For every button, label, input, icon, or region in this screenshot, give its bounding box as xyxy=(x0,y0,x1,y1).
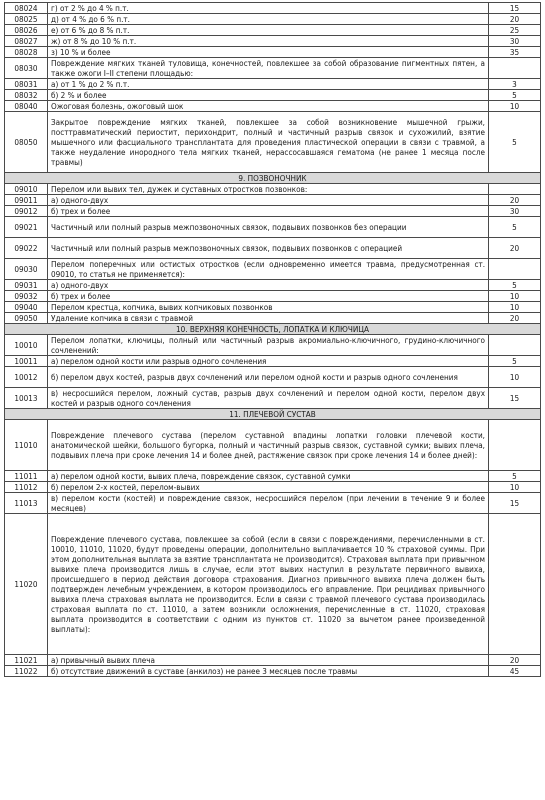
payout-percent: 10 xyxy=(489,101,541,112)
section-title: 10. ВЕРХНЯЯ КОНЕЧНОСТЬ, ЛОПАТКА И КЛЮЧИЦА xyxy=(5,324,541,335)
payout-percent: 20 xyxy=(489,313,541,324)
table-row xyxy=(5,280,541,291)
section-header xyxy=(5,173,541,184)
article-code: 11013 xyxy=(5,493,48,514)
payout-percent: 20 xyxy=(489,238,541,259)
insurance-table-page xyxy=(4,2,541,677)
payout-percent: 15 xyxy=(489,3,541,14)
payout-table-body xyxy=(5,3,541,677)
table-row xyxy=(5,493,541,514)
article-code: 08028 xyxy=(5,47,48,58)
table-row xyxy=(5,206,541,217)
article-code: 09040 xyxy=(5,302,48,313)
table-row xyxy=(5,367,541,388)
payout-percent: 25 xyxy=(489,25,541,36)
payout-percent: 30 xyxy=(489,206,541,217)
article-code: 08031 xyxy=(5,79,48,90)
article-code: 11021 xyxy=(5,655,48,666)
article-code: 10011 xyxy=(5,356,48,367)
table-row xyxy=(5,514,541,655)
table-row xyxy=(5,112,541,173)
article-code: 11012 xyxy=(5,482,48,493)
article-text: д) от 4 % до 6 % п.т. xyxy=(48,14,489,25)
table-row xyxy=(5,184,541,195)
article-text: б) трех и более xyxy=(48,291,489,302)
article-code: 08032 xyxy=(5,90,48,101)
article-code: 09021 xyxy=(5,217,48,238)
article-code: 09032 xyxy=(5,291,48,302)
article-text: а) одного-двух xyxy=(48,195,489,206)
article-text: б) перелом 2-х костей, перелом-вывих xyxy=(48,482,489,493)
article-text: а) перелом одной кости, вывих плеча, повреждение связок, суставной сумки xyxy=(48,471,489,482)
table-row xyxy=(5,666,541,677)
article-text: а) одного-двух xyxy=(48,280,489,291)
article-code: 09030 xyxy=(5,259,48,280)
article-text: Частичный или полный разрыв межпозвоночных связок, подвывих позвонков с операцией xyxy=(48,238,489,259)
table-row xyxy=(5,3,541,14)
table-row xyxy=(5,482,541,493)
table-row xyxy=(5,356,541,367)
section-header xyxy=(5,409,541,420)
table-row xyxy=(5,25,541,36)
article-text: Повреждение мягких тканей туловища, конечностей, повлекшее за собой образование пигментных пятен, а также ожоги I–II степени площадью: xyxy=(48,58,489,79)
table-row xyxy=(5,90,541,101)
table-row xyxy=(5,79,541,90)
article-code: 08027 xyxy=(5,36,48,47)
article-text: г) от 2 % до 4 % п.т. xyxy=(48,3,489,14)
article-code: 10013 xyxy=(5,388,48,409)
article-text: Перелом крестца, копчика, вывих копчиковых позвонков xyxy=(48,302,489,313)
table-row xyxy=(5,420,541,471)
article-text: Перелом поперечных или остистых отростков (если одновременно имеется травма, предусмотренная ст. 09010, то статья не применяется): xyxy=(48,259,489,280)
article-code: 11020 xyxy=(5,514,48,655)
table-row xyxy=(5,655,541,666)
payout-percent: 10 xyxy=(489,302,541,313)
article-code: 09031 xyxy=(5,280,48,291)
article-code: 11011 xyxy=(5,471,48,482)
table-row xyxy=(5,58,541,79)
payout-percent: 5 xyxy=(489,112,541,173)
payout-percent: 20 xyxy=(489,195,541,206)
payout-percent xyxy=(489,335,541,356)
article-code: 11022 xyxy=(5,666,48,677)
article-text: Повреждение плечевого сустава, повлекшее за собой (если в связи с повреждениями, перечисленными в ст. 10010, 11010, 11020, будут проведены операции, дополнительно выплачивается 10 % страховой суммы. При этом дополнительная выплата за взятие трансплантата не производится). Страховая выплата при привычном вывихе плеча производится лишь в случае, если этот вывих наступил в результате первичного вывиха, происшедшего в период действия договора страхования. Диагноз привычного вывиха плеча должен быть подтвержден лечебным учреждением, в котором производилось его вправление. При рецидивах привычного вывиха плеча страховая выплата не производится. Если в связи с травмой плечевого сустава производилась страховая выплата по ст. 11010, а затем возникли осложнения, перечисленные в ст. 11020, страховая выплата производится в соответствии с одним из пунктов ст. 11020 за вычетом ранее произведенной выплаты): xyxy=(48,514,489,655)
section-title: 11. ПЛЕЧЕВОЙ СУСТАВ xyxy=(5,409,541,420)
payout-percent xyxy=(489,58,541,79)
article-text: е) от 6 % до 8 % п.т. xyxy=(48,25,489,36)
article-code: 08040 xyxy=(5,101,48,112)
article-code: 10012 xyxy=(5,367,48,388)
table-row xyxy=(5,14,541,25)
article-text: Перелом лопатки, ключицы, полный или частичный разрыв акромиально-ключичного, грудино-ключичного сочленений: xyxy=(48,335,489,356)
article-text: б) отсутствие движений в суставе (анкилоз) не ранее 3 месяцев после травмы xyxy=(48,666,489,677)
section-title: 9. ПОЗВОНОЧНИК xyxy=(5,173,541,184)
table-row xyxy=(5,217,541,238)
article-code: 08025 xyxy=(5,14,48,25)
article-code: 11010 xyxy=(5,420,48,471)
payout-percent: 45 xyxy=(489,666,541,677)
payout-percent: 10 xyxy=(489,367,541,388)
article-code: 09010 xyxy=(5,184,48,195)
article-code: 09050 xyxy=(5,313,48,324)
table-row xyxy=(5,471,541,482)
payout-percent: 15 xyxy=(489,388,541,409)
payout-percent: 20 xyxy=(489,14,541,25)
table-row xyxy=(5,47,541,58)
article-text: а) привычный вывих плеча xyxy=(48,655,489,666)
payout-percent xyxy=(489,259,541,280)
table-row xyxy=(5,388,541,409)
payout-percent: 5 xyxy=(489,280,541,291)
payout-percent: 20 xyxy=(489,655,541,666)
article-code: 10010 xyxy=(5,335,48,356)
article-text: в) перелом кости (костей) и повреждение связок, несросшийся перелом (при лечении в течение 9 и более месяцев) xyxy=(48,493,489,514)
table-row xyxy=(5,36,541,47)
payout-percent: 5 xyxy=(489,90,541,101)
article-text: Удаление копчика в связи с травмой xyxy=(48,313,489,324)
article-code: 08050 xyxy=(5,112,48,173)
payout-percent: 35 xyxy=(489,47,541,58)
article-text: з) 10 % и более xyxy=(48,47,489,58)
article-text: Повреждение плечевого сустава (перелом суставной впадины лопатки головки плечевой кости, анатомической шейки, большого бугорка, полный и частичный разрыв связок, суставной сумки; вывих плеча, подвывих плеча при сроке лечения 14 и более дней, растяжение связок при сроке лечения 14 и более дней): xyxy=(48,420,489,471)
article-code: 09012 xyxy=(5,206,48,217)
article-text: б) трех и более xyxy=(48,206,489,217)
article-text: Закрытое повреждение мягких тканей, повлекшее за собой возникновение мышечной грыжи, посттравматический периостит, перихондрит, полный и частичный разрыв связок и сухожилий, взятие мышечного или фасциального трансплантата для проведения пластической операции в связи с травмой, а также неудаление инородного тела мягких тканей, нерассосавшаяся гематома (не ранее 1 месяца после травмы) xyxy=(48,112,489,173)
table-row xyxy=(5,259,541,280)
table-row xyxy=(5,101,541,112)
payout-percent: 30 xyxy=(489,36,541,47)
article-text: б) 2 % и более xyxy=(48,90,489,101)
payout-table xyxy=(4,2,541,677)
article-code: 09022 xyxy=(5,238,48,259)
article-code: 08026 xyxy=(5,25,48,36)
payout-percent: 10 xyxy=(489,482,541,493)
table-row xyxy=(5,238,541,259)
table-row xyxy=(5,291,541,302)
payout-percent xyxy=(489,420,541,471)
article-text: в) несросшийся перелом, ложный сустав, разрыв двух сочленений и перелом одной кости, перелом двух костей и разрыв одного сочленения xyxy=(48,388,489,409)
payout-percent: 5 xyxy=(489,217,541,238)
payout-percent: 15 xyxy=(489,493,541,514)
article-code: 08030 xyxy=(5,58,48,79)
article-text: а) перелом одной кости или разрыв одного сочленения xyxy=(48,356,489,367)
article-text: Частичный или полный разрыв межпозвоночных связок, подвывих позвонков без операции xyxy=(48,217,489,238)
table-row xyxy=(5,302,541,313)
payout-percent: 5 xyxy=(489,356,541,367)
table-row xyxy=(5,195,541,206)
article-text: Ожоговая болезнь, ожоговый шок xyxy=(48,101,489,112)
payout-percent xyxy=(489,184,541,195)
article-text: б) перелом двух костей, разрыв двух сочленений или перелом одной кости и разрыв одного сочленения xyxy=(48,367,489,388)
section-header xyxy=(5,324,541,335)
article-text: ж) от 8 % до 10 % п.т. xyxy=(48,36,489,47)
article-code: 09011 xyxy=(5,195,48,206)
article-text: а) от 1 % до 2 % п.т. xyxy=(48,79,489,90)
table-row xyxy=(5,313,541,324)
payout-percent: 10 xyxy=(489,291,541,302)
article-text: Перелом или вывих тел, дужек и суставных отростков позвонков: xyxy=(48,184,489,195)
article-code: 08024 xyxy=(5,3,48,14)
payout-percent xyxy=(489,514,541,655)
payout-percent: 3 xyxy=(489,79,541,90)
table-row xyxy=(5,335,541,356)
payout-percent: 5 xyxy=(489,471,541,482)
